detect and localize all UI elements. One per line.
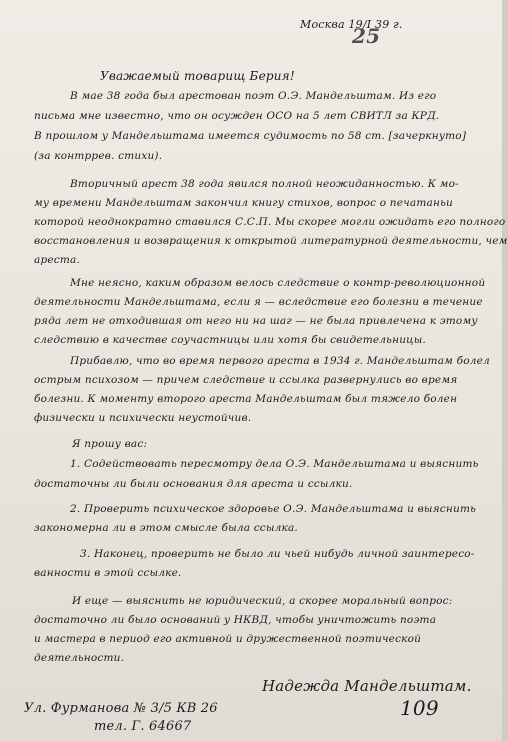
paragraph-line: Прибавлю, что во время первого ареста в 1934 г. Мандельштам болел bbox=[70, 355, 490, 367]
paragraph-line: В мае 38 года был арестован поэт О.Э. Мандельштам. Из его bbox=[70, 90, 437, 102]
paragraph-line: деятельности Мандельштама, если я — вследствие его болезни в течение bbox=[34, 296, 483, 308]
request-line: 2. Проверить психическое здоровье О.Э. Мандельштама и выяснить bbox=[70, 503, 477, 515]
request-line: 3. Наконец, проверить не было ли чьей нибудь личной заинтересо- bbox=[80, 548, 475, 560]
registration-mark: 25 bbox=[352, 24, 381, 48]
closing-line: и мастера в период его активной и дружественной поэтической bbox=[34, 633, 422, 645]
paragraph-line: которой неоднократно ставился С.С.П. Мы скорее могли ожидать его полного bbox=[34, 216, 506, 228]
paragraph-line: ареста. bbox=[34, 254, 81, 266]
letter-date: Москва 19/I 39 г. bbox=[300, 18, 403, 31]
paragraph-line: физически и психически неустойчив. bbox=[34, 412, 252, 424]
paragraph-line: следствию в качестве соучастницы или хотя бы свидетельницы. bbox=[34, 334, 426, 346]
paragraph-line: Мне неясно, каким образом велось следствие о контр-революционной bbox=[70, 277, 486, 289]
paragraph-line: Вторичный арест 38 года явился полной неожиданностью. К мо- bbox=[70, 178, 459, 190]
signature: Надежда Мандельштам. bbox=[262, 677, 472, 695]
page-number: 109 bbox=[400, 696, 439, 720]
paragraph-line: ряда лет не отходившая от него ни на шаг — не была привлечена к этому bbox=[34, 315, 478, 327]
address-street: Ул. Фурманова № 3/5 КВ 26 bbox=[24, 701, 218, 716]
request-line: ванности в этой ссылке. bbox=[34, 567, 182, 579]
request-intro: Я прошу вас: bbox=[72, 438, 148, 450]
request-line: закономерна ли в этом смысле была ссылка. bbox=[34, 522, 298, 534]
paragraph-line: восстановления и возвращения к открытой литературной деятельности, чем bbox=[34, 235, 508, 247]
request-line: 1. Содействовать пересмотру дела О.Э. Мандельштама и выяснить bbox=[70, 458, 479, 470]
paragraph-line: письма мне известно, что он осужден ОСО на 5 лет СВИТЛ за КРД. bbox=[34, 110, 440, 122]
closing-line: деятельности. bbox=[34, 652, 125, 664]
paragraph-line: острым психозом — причем следствие и ссылка развернулись во время bbox=[34, 374, 458, 386]
closing-line: достаточно ли было оснований у НКВД, чтобы уничтожить поэта bbox=[34, 614, 437, 626]
address-phone: тел. Г. 64667 bbox=[94, 719, 192, 734]
sender-address bbox=[24, 700, 218, 736]
request-line: достаточны ли были основания для ареста и ссылки. bbox=[34, 478, 353, 490]
paragraph-line: му времени Мандельштам закончил книгу стихов, вопрос о печатаньи bbox=[34, 197, 453, 209]
paragraph-line: (за контррев. стихи). bbox=[34, 150, 163, 162]
greeting: Уважаемый товарищ Берия! bbox=[100, 69, 295, 83]
closing-line: И еще — выяснить не юридический, а скорее моральный вопрос: bbox=[72, 595, 453, 607]
paragraph-line: болезни. К моменту второго ареста Мандельштам был тяжело болен bbox=[34, 393, 458, 405]
paragraph-line: В прошлом у Мандельштама имеется судимость по 58 ст. [зачеркнуто] bbox=[34, 130, 467, 142]
